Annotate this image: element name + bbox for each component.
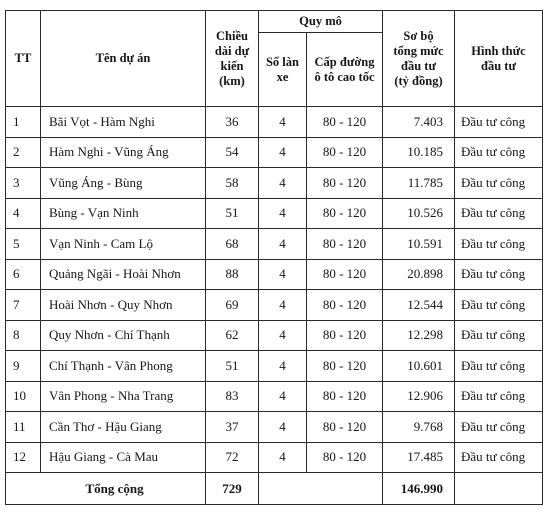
cell-project-name: Hàm Nghi - Vũng Áng bbox=[41, 137, 206, 168]
cell-project-name: Cần Thơ - Hậu Giang bbox=[41, 412, 206, 443]
cell-tt: 10 bbox=[6, 381, 41, 412]
cell-project-name: Chí Thạnh - Vân Phong bbox=[41, 351, 206, 382]
cell-tt: 5 bbox=[6, 229, 41, 260]
table-row bbox=[6, 259, 543, 290]
cell-tt: 6 bbox=[6, 259, 41, 290]
cell-project-name: Bùng - Vạn Ninh bbox=[41, 198, 206, 229]
header-lanes-line: xe bbox=[276, 69, 289, 84]
cell-project-name: Vân Phong - Nha Trang bbox=[41, 381, 206, 412]
cell-tt: 9 bbox=[6, 351, 41, 382]
cell-project-name: Hậu Giang - Cà Mau bbox=[41, 442, 206, 473]
header-length-line: Chiều bbox=[216, 28, 248, 43]
cell-tt: 8 bbox=[6, 320, 41, 351]
cell-lanes: 4 bbox=[259, 290, 307, 321]
cell-form: Đầu tư công bbox=[455, 137, 543, 168]
table-row bbox=[6, 168, 543, 199]
total-form-blank bbox=[455, 473, 543, 505]
cell-length: 72 bbox=[206, 442, 259, 473]
cell-length: 69 bbox=[206, 290, 259, 321]
cell-lanes: 4 bbox=[259, 259, 307, 290]
cell-form: Đầu tư công bbox=[455, 107, 543, 138]
header-lanes bbox=[259, 33, 307, 107]
cell-length: 36 bbox=[206, 107, 259, 138]
header-form-line: đầu tư bbox=[481, 58, 516, 73]
cell-tt: 11 bbox=[6, 412, 41, 443]
cell-tt: 4 bbox=[6, 198, 41, 229]
table-row bbox=[6, 229, 543, 260]
cell-form: Đầu tư công bbox=[455, 229, 543, 260]
header-investment-line: tổng mức bbox=[393, 43, 444, 58]
expressway-projects-table bbox=[5, 10, 543, 505]
table-row bbox=[6, 351, 543, 382]
header-form-line: Hình thức bbox=[471, 43, 526, 58]
total-row bbox=[6, 473, 543, 505]
total-label: Tổng cộng bbox=[6, 473, 206, 505]
cell-form: Đầu tư công bbox=[455, 351, 543, 382]
cell-tt: 7 bbox=[6, 290, 41, 321]
total-length: 729 bbox=[206, 473, 259, 505]
cell-grade: 80 - 120 bbox=[307, 351, 383, 382]
cell-form: Đầu tư công bbox=[455, 320, 543, 351]
cell-lanes: 4 bbox=[259, 198, 307, 229]
header-investment bbox=[383, 11, 455, 107]
cell-form: Đầu tư công bbox=[455, 259, 543, 290]
cell-form: Đầu tư công bbox=[455, 381, 543, 412]
cell-length: 51 bbox=[206, 198, 259, 229]
cell-tt: 12 bbox=[6, 442, 41, 473]
table-row bbox=[6, 412, 543, 443]
total-investment: 146.990 bbox=[383, 473, 455, 505]
cell-investment: 10.601 bbox=[383, 351, 455, 382]
cell-investment: 9.768 bbox=[383, 412, 455, 443]
cell-grade: 80 - 120 bbox=[307, 442, 383, 473]
cell-lanes: 4 bbox=[259, 168, 307, 199]
header-project-name: Tên dự án bbox=[41, 11, 206, 107]
cell-project-name: Quy Nhơn - Chí Thạnh bbox=[41, 320, 206, 351]
cell-form: Đầu tư công bbox=[455, 198, 543, 229]
cell-lanes: 4 bbox=[259, 351, 307, 382]
cell-lanes: 4 bbox=[259, 229, 307, 260]
cell-length: 68 bbox=[206, 229, 259, 260]
cell-form: Đầu tư công bbox=[455, 442, 543, 473]
cell-investment: 12.298 bbox=[383, 320, 455, 351]
header-grade bbox=[307, 33, 383, 107]
cell-form: Đầu tư công bbox=[455, 168, 543, 199]
table-row bbox=[6, 442, 543, 473]
cell-investment: 10.185 bbox=[383, 137, 455, 168]
cell-grade: 80 - 120 bbox=[307, 198, 383, 229]
cell-tt: 3 bbox=[6, 168, 41, 199]
total-blank bbox=[259, 473, 383, 505]
table-row bbox=[6, 381, 543, 412]
cell-grade: 80 - 120 bbox=[307, 107, 383, 138]
header-grade-line: ô tô cao tốc bbox=[314, 69, 375, 84]
table-row bbox=[6, 320, 543, 351]
cell-tt: 2 bbox=[6, 137, 41, 168]
cell-grade: 80 - 120 bbox=[307, 412, 383, 443]
cell-length: 54 bbox=[206, 137, 259, 168]
cell-grade: 80 - 120 bbox=[307, 137, 383, 168]
cell-lanes: 4 bbox=[259, 381, 307, 412]
cell-project-name: Bãi Vọt - Hàm Nghi bbox=[41, 107, 206, 138]
cell-form: Đầu tư công bbox=[455, 290, 543, 321]
table-body bbox=[6, 107, 543, 505]
cell-investment: 12.906 bbox=[383, 381, 455, 412]
cell-lanes: 4 bbox=[259, 442, 307, 473]
header-investment-line: (tỷ đồng) bbox=[394, 73, 443, 88]
cell-lanes: 4 bbox=[259, 137, 307, 168]
document-page bbox=[5, 10, 543, 505]
cell-grade: 80 - 120 bbox=[307, 381, 383, 412]
cell-project-name: Quảng Ngãi - Hoài Nhơn bbox=[41, 259, 206, 290]
header-investment-line: đầu tư bbox=[401, 58, 436, 73]
header-length-line: kiến bbox=[220, 58, 244, 73]
header-tt: TT bbox=[6, 11, 41, 107]
cell-form: Đầu tư công bbox=[455, 412, 543, 443]
cell-length: 37 bbox=[206, 412, 259, 443]
cell-length: 88 bbox=[206, 259, 259, 290]
cell-investment: 7.403 bbox=[383, 107, 455, 138]
cell-lanes: 4 bbox=[259, 107, 307, 138]
cell-investment: 10.526 bbox=[383, 198, 455, 229]
header-investment-line: Sơ bộ bbox=[403, 28, 434, 43]
cell-grade: 80 - 120 bbox=[307, 320, 383, 351]
header-length bbox=[206, 11, 259, 107]
cell-grade: 80 - 120 bbox=[307, 168, 383, 199]
header-scale: Quy mô bbox=[259, 11, 383, 33]
cell-project-name: Hoài Nhơn - Quy Nhơn bbox=[41, 290, 206, 321]
cell-length: 62 bbox=[206, 320, 259, 351]
table-row bbox=[6, 107, 543, 138]
header-length-line: dài dự bbox=[214, 43, 250, 58]
header-grade-line: Cấp đường bbox=[314, 54, 375, 69]
cell-investment: 11.785 bbox=[383, 168, 455, 199]
cell-project-name: Vũng Áng - Bùng bbox=[41, 168, 206, 199]
table-row bbox=[6, 290, 543, 321]
cell-grade: 80 - 120 bbox=[307, 290, 383, 321]
cell-investment: 10.591 bbox=[383, 229, 455, 260]
cell-tt: 1 bbox=[6, 107, 41, 138]
cell-investment: 20.898 bbox=[383, 259, 455, 290]
cell-length: 58 bbox=[206, 168, 259, 199]
cell-length: 51 bbox=[206, 351, 259, 382]
table-row bbox=[6, 198, 543, 229]
cell-grade: 80 - 120 bbox=[307, 229, 383, 260]
cell-project-name: Vạn Ninh - Cam Lộ bbox=[41, 229, 206, 260]
cell-lanes: 4 bbox=[259, 412, 307, 443]
cell-investment: 17.485 bbox=[383, 442, 455, 473]
header-length-line: (km) bbox=[219, 73, 245, 88]
cell-length: 83 bbox=[206, 381, 259, 412]
header-form bbox=[455, 11, 543, 107]
cell-grade: 80 - 120 bbox=[307, 259, 383, 290]
cell-investment: 12.544 bbox=[383, 290, 455, 321]
header-lanes-line: Số làn bbox=[265, 54, 299, 69]
table-row bbox=[6, 137, 543, 168]
cell-lanes: 4 bbox=[259, 320, 307, 351]
